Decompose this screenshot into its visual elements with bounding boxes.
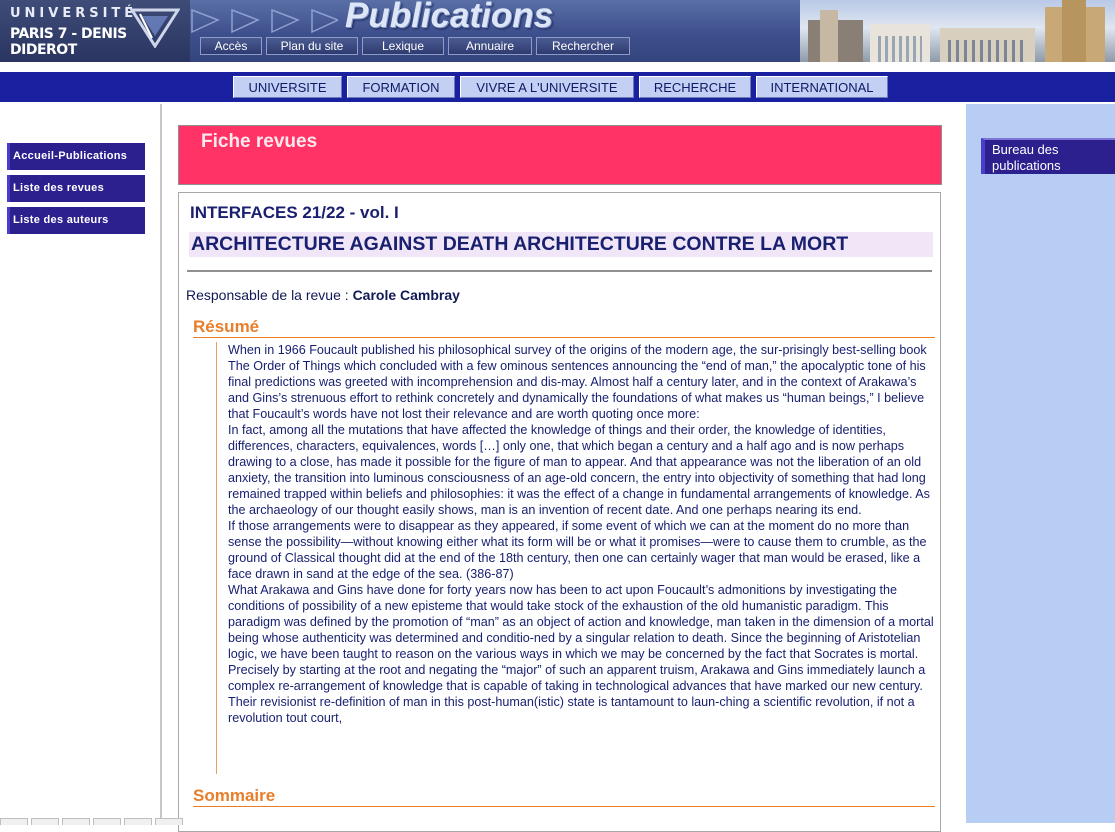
sommaire-heading: Sommaire bbox=[193, 786, 276, 805]
sidebar-item-liste-des-revues[interactable]: Liste des revues bbox=[7, 175, 145, 202]
nav-recherche[interactable]: RECHERCHE bbox=[639, 76, 751, 98]
top-link-acces[interactable]: Accès bbox=[200, 37, 262, 55]
top-link-rechercher[interactable]: Rechercher bbox=[536, 37, 630, 55]
bureau-link-line-1: Bureau des bbox=[992, 142, 1059, 157]
sidebar-item-accueil-publications[interactable]: Accueil-Publications bbox=[7, 143, 145, 170]
sidebar-divider bbox=[160, 104, 162, 823]
main-navigation bbox=[0, 72, 1115, 102]
responsable-name: Carole Cambray bbox=[352, 287, 460, 303]
revue-subtitle-box bbox=[189, 232, 933, 257]
top-links bbox=[200, 37, 630, 55]
sommaire-underline bbox=[193, 806, 935, 807]
bottom-tab[interactable] bbox=[31, 818, 59, 825]
top-link-plan-du-site[interactable]: Plan du site bbox=[266, 37, 358, 55]
university-emblem-icon bbox=[130, 8, 180, 48]
divider bbox=[187, 270, 932, 272]
abstract-paragraph: What Arakawa and Gins have done for forty years now has been to act upon Foucault’s admonitions by investigating the conditions of possibility of a new episteme that would take stock of the exhaustion of the old humanistic paradigm. This paradigm was defined by the promotion of “man” as an object of action and knowledge, man taken in the dimension of a mortal being whose authenticity was determined and conditio-ned by a singular relation to death. Since the beginning of Aristotelian logic, we have been taught to reason on the various ways in which we may be concerned by the fact that Socrates is mortal. Precisely by starting at the root and negating the “major” of such an apparent truism, Arakawa and Gins immediately launch a complex re-arrangement of knowledge that is capable of taking in technological advances that have marked our new century. Their revisionist re-definition of man in this post-human(istic) state is tantamount to laun-ching a scientific revolution, if not a revolution tout court, bbox=[228, 583, 934, 725]
bottom-tab[interactable] bbox=[62, 818, 90, 825]
top-link-lexique[interactable]: Lexique bbox=[362, 37, 444, 55]
logo-line-1: UNIVERSITÉ bbox=[10, 6, 138, 21]
nav-formation[interactable]: FORMATION bbox=[347, 76, 455, 98]
bottom-tab[interactable] bbox=[124, 818, 152, 825]
bottom-tab[interactable] bbox=[0, 818, 28, 825]
campus-photo bbox=[800, 0, 1115, 62]
section-title: Publications bbox=[345, 0, 554, 35]
bottom-tab[interactable] bbox=[93, 818, 121, 825]
abstract-text bbox=[216, 342, 935, 774]
bottom-tabs bbox=[0, 818, 183, 825]
revue-subtitle: ARCHITECTURE AGAINST DEATH ARCHITECTURE CONTRE LA MORT bbox=[191, 233, 849, 255]
university-logo[interactable] bbox=[0, 0, 190, 62]
nav-international[interactable]: INTERNATIONAL bbox=[756, 76, 888, 98]
decorative-triangles-icon bbox=[188, 6, 338, 36]
bottom-tab[interactable] bbox=[155, 818, 183, 825]
page-title: Fiche revues bbox=[201, 131, 318, 152]
responsable-label: Responsable de la revue : bbox=[186, 287, 353, 303]
abstract-paragraph: When in 1966 Foucault published his philosophical survey of the origins of the modern age, the sur-prisingly best-selling book The Order of Things which concluded with a few ominous sentences announcing the “end of man,” the apocalyptic tone of his final predictions was greeted with incomprehension and dis-may. Almost half a century later, and in the context of Arakawa’s and Gins’s strenuous effort to rethink concretely and dynamically the foundations of what makes us “human beings,” I believe that Foucault’s words have not lost their relevance and are worth quoting once more: bbox=[228, 343, 927, 421]
right-panel bbox=[966, 104, 1115, 823]
bureau-des-publications-link[interactable] bbox=[981, 138, 1115, 174]
abstract-paragraph: If those arrangements were to disappear as they appeared, if some event of which we can at the moment do no more than sense the possibility—without knowing either what its form will be or what it promises—were to cause them to crumble, as the ground of Classical thought did at the end of the 18th century, then one can certainly wager that man would be erased, like a face drawn in sand at the edge of the sea. (386-87) bbox=[228, 519, 927, 581]
abstract-paragraph: In fact, among all the mutations that have affected the knowledge of things and their order, the knowledge of identities, differences, characters, equivalences, words […] only one, that which began a century and a half ago and is now perhaps drawing to a close, has made it possible for the figure of man to appear. And that appearance was not the liberation of an old anxiety, the transition into luminous consciousness of an age-old concern, the entry into objectivity of something that had long remained trapped within beliefs and philosophies: it was the effect of a change in fundamental arrangements of knowledge. As the archaeology of our thought easily shows, man is an invention of recent date. And one perhaps nearing its end. bbox=[228, 423, 930, 517]
nav-universite[interactable]: UNIVERSITE bbox=[233, 76, 342, 98]
top-link-annuaire[interactable]: Annuaire bbox=[448, 37, 532, 55]
responsable bbox=[186, 287, 460, 303]
header-banner bbox=[0, 0, 1115, 62]
page-heading-banner bbox=[178, 125, 942, 185]
logo-line-2: PARIS 7 - DENIS DIDEROT bbox=[10, 26, 127, 58]
resume-heading: Résumé bbox=[193, 317, 260, 336]
nav-vivre-a-l-universite[interactable]: VIVRE A L'UNIVERSITE bbox=[460, 76, 634, 98]
resume-underline bbox=[193, 337, 935, 338]
revue-details bbox=[178, 192, 941, 832]
revue-title: INTERFACES 21/22 - vol. I bbox=[190, 203, 399, 222]
sidebar-item-liste-des-auteurs[interactable]: Liste des auteurs bbox=[7, 207, 145, 234]
bureau-link-line-2: publications bbox=[992, 158, 1061, 173]
